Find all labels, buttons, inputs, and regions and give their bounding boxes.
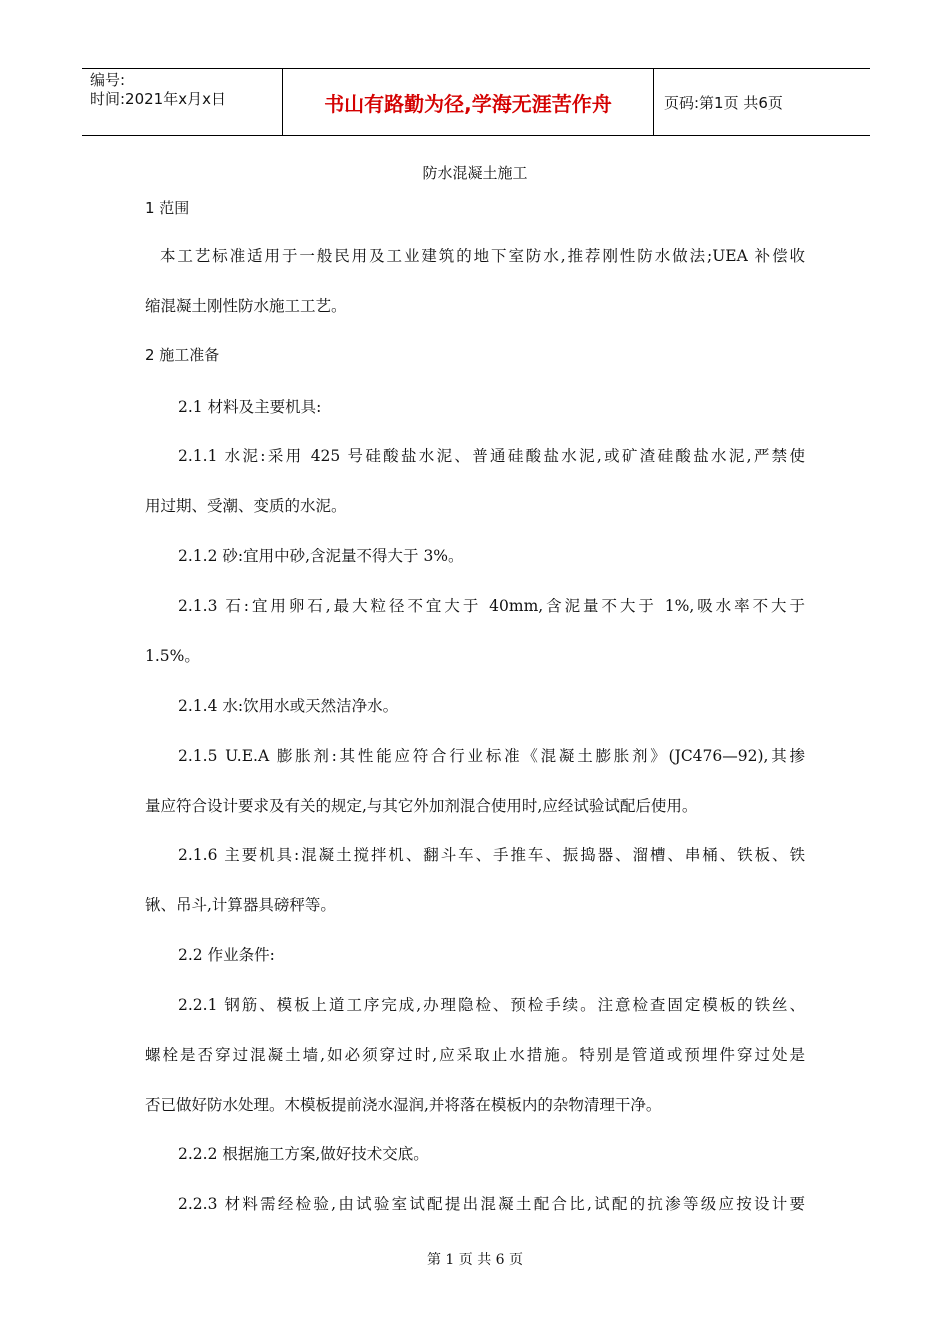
paragraph-line: 锹、吊斗,计算器具磅秤等。 — [145, 896, 336, 914]
paragraph-line: 用过期、受潮、变质的水泥。 — [145, 497, 347, 515]
paragraph-line: 2.1.5 U.E.A 膨胀剂:其性能应符合行业标准《混凝土膨胀剂》(JC476—92),其掺 — [178, 747, 805, 765]
header-meta — [82, 69, 282, 135]
document-title: 防水混凝土施工 — [422, 164, 528, 182]
header-page-info: 页码:第1页 共6页 — [664, 93, 783, 112]
paragraph-line: 2.1.3 石:宜用卵石,最大粒径不宜大于 40mm,含泥量不大于 1%,吸水率不大于 — [178, 597, 805, 615]
paragraph-line: 2.2.1 钢筋、模板上道工序完成,办理隐检、预检手续。注意检查固定模板的铁丝、 — [178, 996, 805, 1014]
paragraph-line: 2.1.6 主要机具:混凝土搅拌机、翻斗车、手推车、振捣器、溜槽、串桶、铁板、铁 — [178, 846, 805, 864]
section-heading: 1 范围 — [145, 199, 190, 217]
paragraph-line: 2.1.2 砂:宜用中砂,含泥量不得大于 3%。 — [178, 547, 464, 565]
paragraph-line: 缩混凝土刚性防水施工工艺。 — [145, 297, 347, 315]
paragraph-line: 本工艺标准适用于一般民用及工业建筑的地下室防水,推荐刚性防水做法;UEA 补偿收 — [160, 247, 805, 265]
paragraph-line: 螺栓是否穿过混凝土墙,如必须穿过时,应采取止水措施。特别是管道或预埋件穿过处是 — [145, 1046, 805, 1064]
time-label: 时间:2021年x月x日 — [90, 90, 226, 108]
number-label: 编号: — [90, 71, 126, 89]
paragraph-line: 否已做好防水处理。木模板提前浇水湿润,并将落在模板内的杂物清理干净。 — [145, 1096, 662, 1114]
page-footer: 第 1 页 共 6 页 — [426, 1252, 524, 1268]
paragraph-line: 2.2 作业条件: — [178, 946, 275, 964]
paragraph-line: 2.2.2 根据施工方案,做好技术交底。 — [178, 1145, 429, 1163]
section-heading: 2 施工准备 — [145, 346, 220, 364]
paragraph-line: 1.5%。 — [145, 647, 200, 665]
paragraph-line: 2.2.3 材料需经检验,由试验室试配提出混凝土配合比,试配的抗渗等级应按设计要 — [178, 1195, 805, 1213]
paragraph-line: 2.1.1 水泥:采用 425 号硅酸盐水泥、普通硅酸盐水泥,或矿渣硅酸盐水泥,严禁使 — [178, 447, 805, 465]
header-table — [82, 68, 870, 136]
paragraph-line: 2.1 材料及主要机具: — [178, 398, 322, 416]
paragraph-line: 2.1.4 水:饮用水或天然洁净水。 — [178, 697, 399, 715]
header-motto: 书山有路勤为径,学海无涯苦作舟 — [282, 69, 654, 135]
paragraph-line: 量应符合设计要求及有关的规定,与其它外加剂混合使用时,应经试验试配后使用。 — [145, 797, 698, 815]
